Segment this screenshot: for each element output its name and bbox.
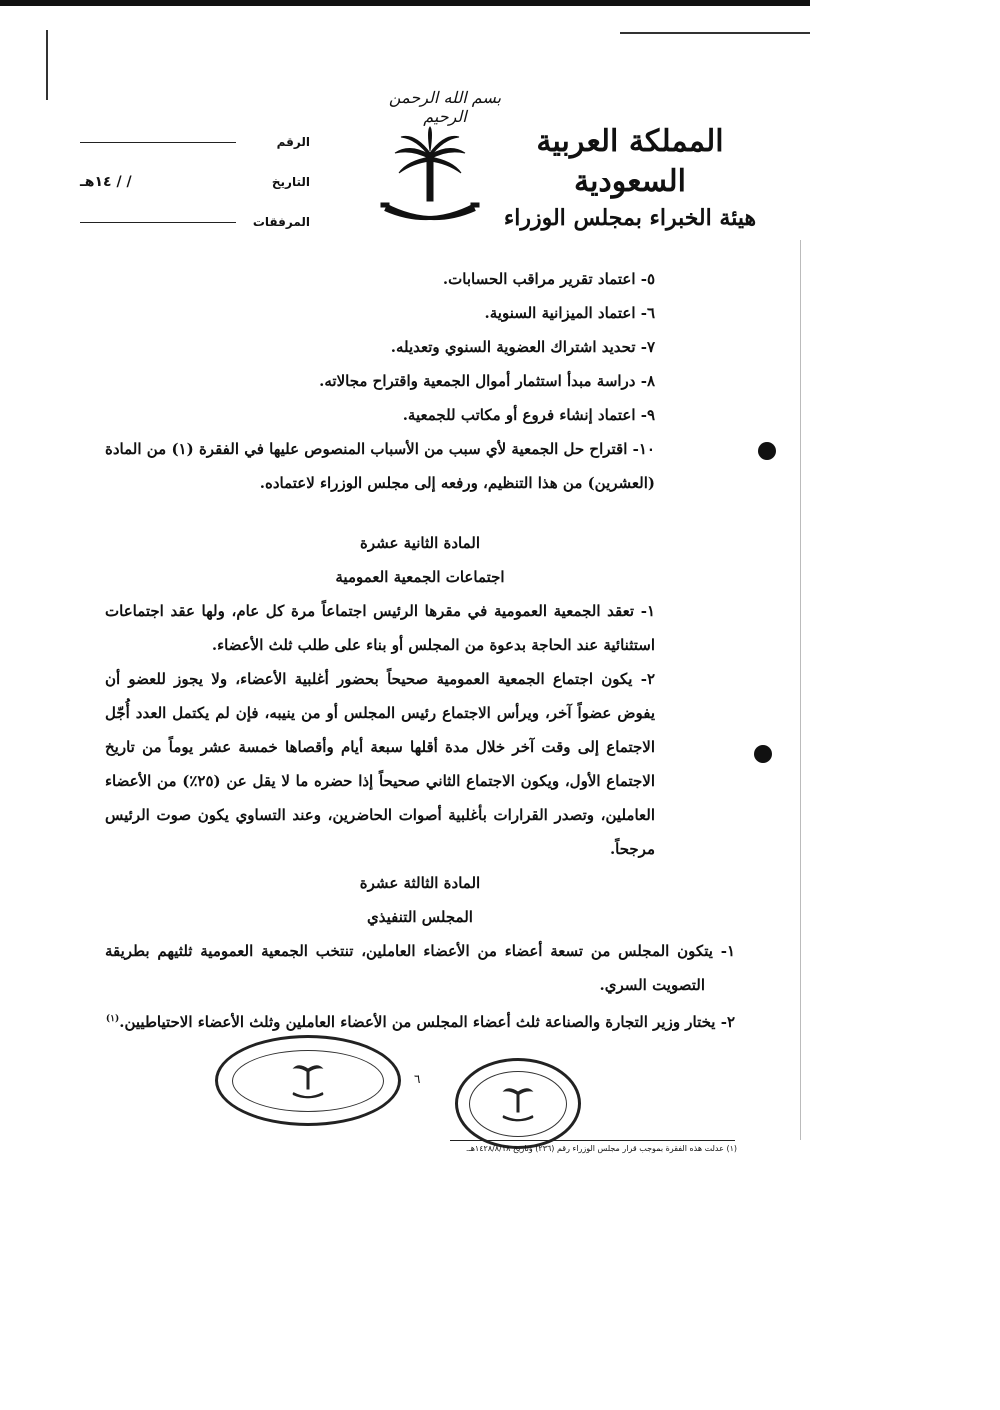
reference-date-label: التاريخ — [271, 175, 310, 189]
seal-inner-ring — [469, 1071, 567, 1137]
page-number: ٦ — [414, 1072, 421, 1086]
reference-date-value: / / ١٤هـ — [80, 174, 132, 190]
kingdom-name: المملكة العربية السعودية — [536, 124, 724, 199]
seal-emblem-icon — [291, 1059, 325, 1103]
basmala: بسم الله الرحمن الرحيم — [388, 88, 502, 126]
reference-date-row — [80, 162, 310, 202]
article-13-title: المادة الثالثة عشرة — [359, 874, 481, 892]
reference-box — [80, 122, 310, 242]
footnote-reference: (١) — [105, 1014, 120, 1024]
reference-number-label: الرقم — [276, 135, 310, 149]
agency-name: هيئة الخبراء بمجلس الوزراء — [503, 205, 757, 231]
scan-right-margin-line — [800, 240, 801, 1140]
article-13-paragraph-2 — [105, 1002, 735, 1039]
list-item: ٨- دراسة مبدأ استثمار أموال الجمعية واقتراح مجالاته. — [319, 372, 655, 390]
scan-margin-mark — [46, 30, 48, 100]
list-item: ٦- اعتماد الميزانية السنوية. — [484, 304, 655, 322]
footnote: (١) عدلت هذه الفقرة بموجب قرار مجلس الوزراء رقم (٢٣٦) وتاريخ ١٤٢٨/٨/١٨هـ. — [465, 1144, 737, 1153]
reference-number-row — [80, 122, 310, 162]
saudi-emblem-palm-swords-icon — [375, 125, 485, 235]
institution-name — [500, 122, 760, 234]
article-13-subtitle: المجلس التنفيذي — [367, 908, 473, 926]
reference-attachments-label: المرفقات — [252, 215, 310, 229]
official-seal-icon — [455, 1058, 581, 1149]
footnote-divider — [450, 1140, 735, 1141]
list-item: ٧- تحديد اشتراك العضوية السنوي وتعديله. — [390, 338, 655, 356]
binder-hole-upper — [758, 442, 776, 460]
article-12-paragraph-1: ١- تعقد الجمعية العمومية في مقرها الرئيس اجتماعاً مرة كل عام، ولها عقد اجتماعات استثنائية عند الحاجة بدعوة من المجلس أو بناء على طلب ثلث الأعضاء. — [105, 602, 655, 654]
seal-emblem-icon — [501, 1082, 535, 1126]
binder-hole-lower — [754, 745, 772, 763]
list-item: ٥- اعتماد تقرير مراقب الحسابات. — [442, 270, 655, 288]
reference-attachments-line — [80, 222, 236, 223]
list-item: ٩- اعتماد إنشاء فروع أو مكاتب للجمعية. — [402, 406, 655, 424]
article-12-subtitle: اجتماعات الجمعية العمومية — [335, 568, 505, 586]
document-body — [105, 262, 735, 1039]
article-12-title: المادة الثانية عشرة — [359, 534, 480, 552]
reference-number-line — [80, 142, 236, 143]
top-border-rule-secondary — [620, 32, 810, 34]
reference-attachments-row — [80, 202, 310, 242]
official-seal-icon — [215, 1035, 401, 1126]
article-12-paragraph-2: ٢- يكون اجتماع الجمعية العمومية صحيحاً بحضور أغلبية الأعضاء، ولا يجوز للعضو أن يفوض عضواً آخر، ويرأس الاجتماع رئيس المجلس أو من ينيبه، فإن لم يكتمل العدد أُجّل الاجتماع إلى وقت آخر خلال مدة أقلها سبعة أيام وأقصاها خمسة عشر يوماً من تاريخ الاجتماع الأول، ويكون الاجتماع الثاني صحيحاً إذا حضره ما لا يقل عن (٢٥٪) من الأعضاء العاملين، وتصدر القرارات بأغلبية أصوات الحاضرين، وعند التساوي يكون صوت الرئيس مرجحاً. — [105, 670, 656, 858]
list-item: ١٠- اقتراح حل الجمعية لأي سبب من الأسباب المنصوص عليها في الفقرة (١) من المادة (العشرين) من هذا التنظيم، ورفعه إلى مجلس الوزراء لاعتماده. — [105, 440, 655, 492]
seal-inner-ring — [232, 1050, 384, 1112]
article-13-paragraph-2-text: ٢- يختار وزير التجارة والصناعة ثلث أعضاء المجلس من الأعضاء العاملين وثلث الأعضاء الاحتياطيين. — [119, 1013, 735, 1031]
top-border-rule — [0, 0, 810, 6]
article-13-paragraph-1: ١- يتكون المجلس من تسعة أعضاء من الأعضاء العاملين، تنتخب الجمعية العمومية ثلثيهم بطريقة التصويت السري. — [105, 942, 735, 994]
